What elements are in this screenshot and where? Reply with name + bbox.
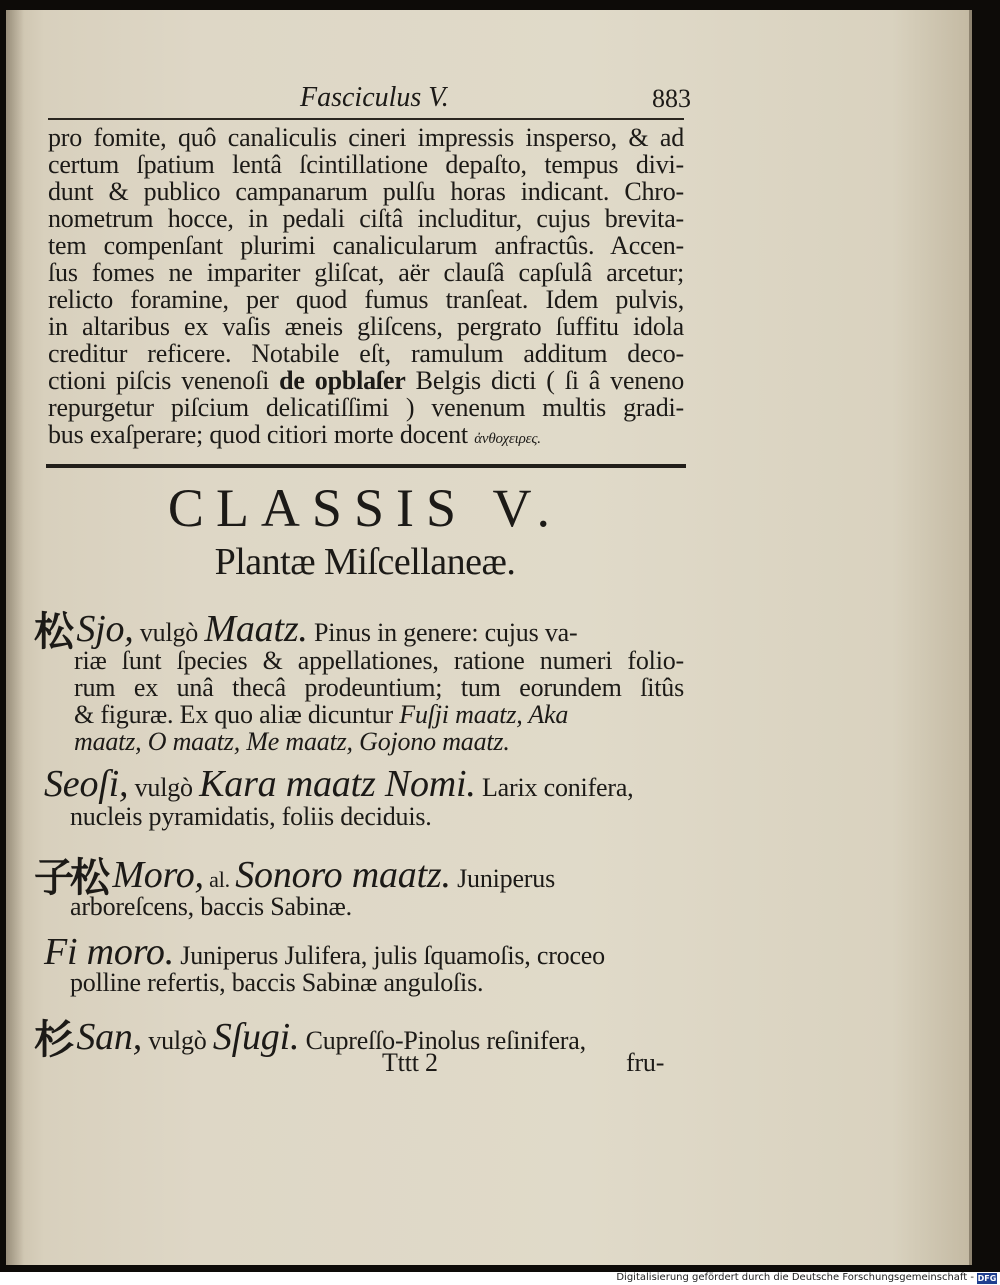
entry-description: Pinus in genere: cujus va- [307, 618, 578, 647]
entry-pine-line-4 [74, 700, 568, 730]
page-number: 883 [652, 84, 691, 113]
signature-mark: Tttt 2 [382, 1048, 438, 1077]
kanji-glyph: 杉 [34, 1017, 70, 1063]
entry-vulgo: vulgò [133, 618, 205, 647]
body-line-4: nometrum hocce, in pedali ciſtâ includitur, cujus brevita- [48, 204, 684, 233]
entry-description: Juniperus Julifera, julis ſquamoſis, croceo [174, 941, 605, 970]
greek-term: ἀνθοχειρες. [474, 431, 541, 447]
entry-vernacular: Maatz. [204, 608, 308, 650]
entry-vulgo: vulgò [142, 1026, 213, 1055]
body-line-10-b: Belgis dicti ( ſi â veneno [405, 366, 685, 395]
classis-subtitle: Plantæ Miſcellaneæ. [214, 541, 516, 583]
entry-name: Seoſi, [44, 763, 129, 805]
entry-vernacular: Kara maatz Nomi. [199, 763, 476, 805]
entry-pine-line-5: maatz, O maatz, Me maatz, Gojono maatz. [74, 727, 510, 756]
body-line-9: creditur reficere. Notabile eſt, ramulum additum deco- [48, 339, 684, 368]
dfg-credit: Digitalisierung gefördert durch die Deutsche Forschungsgemeinschaft - [616, 1272, 974, 1283]
entry-vulgo: vulgò [128, 773, 200, 802]
section-rule [46, 464, 686, 468]
entry-fi-moro-line-2: polline refertis, baccis Sabinæ anguloſis. [70, 968, 484, 997]
kanji-glyph: 松 [34, 609, 70, 655]
body-line-11: repurgetur piſcium delicatiſſimi ) venenum multis gradi- [48, 393, 684, 422]
entry-pine-line-2: riæ ſunt ſpecies & appellationes, ratione numeri folio- [74, 646, 684, 675]
body-line-12-a: bus exaſperare; quod citiori morte docent [48, 420, 475, 449]
page-gutter-shadow [6, 10, 24, 1265]
body-line-1: pro fomite, quô canaliculis cineri impressis inspersо, & ad [48, 123, 684, 152]
entry-pine-line-4-plain: & figuræ. Ex quo aliæ dicuntur [74, 700, 400, 729]
body-line-7: relicto foramine, per quod fumus tranſeat. Idem pulvis, [48, 285, 684, 314]
entry-description: Larix conifera, [475, 773, 634, 802]
entry-cupressus [34, 1008, 586, 1065]
entry-juniperus-line-2: arboreſcens, baccis Sabinæ. [70, 892, 352, 921]
dfg-logo-icon: DFG [977, 1274, 997, 1283]
page-header [48, 82, 691, 118]
entry-description: Cupreſſo-Pinolus reſinifera, [299, 1026, 586, 1055]
entry-vernacular: Sonoro maatz. [235, 854, 451, 896]
body-line-10 [48, 366, 684, 396]
entry-pine-line-4-italic: Fuſji maatz, Aka [399, 700, 569, 729]
body-line-12 [48, 420, 541, 450]
body-line-2: certum ſpatium lentâ ſcintillatione depaſto, tempus divi- [48, 150, 684, 179]
entry-larix [44, 762, 633, 806]
body-line-10-a: ctioni piſcis venenoſi [48, 366, 280, 395]
catchword: fru- [626, 1048, 665, 1077]
kanji-glyph: 子松 [34, 855, 106, 901]
running-title: Fasciculus V. [300, 82, 449, 113]
entry-larix-line-2: nucleis pyramidatis, foliis deciduis. [70, 802, 432, 831]
body-line-3: dunt & publico campanarum pulſu horas indicant. Chro- [48, 177, 684, 206]
entry-alias: al. [203, 867, 236, 892]
body-line-8: in altaribus ex vaſis æneis gliſcens, pergrato ſuffitu idola [48, 312, 684, 341]
entry-pine-line-3: rum ex unâ thecâ prodeuntium; tum eorundem ſitûs [74, 673, 684, 702]
entry-vernacular: Sſugi. [212, 1016, 300, 1058]
entry-name: San, [76, 1016, 143, 1058]
classis-heading: CLASSIS V. [167, 478, 563, 538]
header-rule [48, 118, 684, 120]
entry-name: Sjo, [76, 608, 134, 650]
body-line-5: tem compenſant plurimi canalicularum anfractûs. Accen- [48, 231, 684, 260]
entry-description: Juniperus [450, 864, 555, 893]
entry-name: Moro, [112, 854, 204, 896]
blackletter-dutch-term: de opblaſer [279, 366, 406, 395]
body-line-6: ſus fomes ne impariter gliſcat, aër clauſâ capſulâ arcetur; [48, 258, 684, 287]
entry-name: Fi moro. [44, 931, 174, 973]
